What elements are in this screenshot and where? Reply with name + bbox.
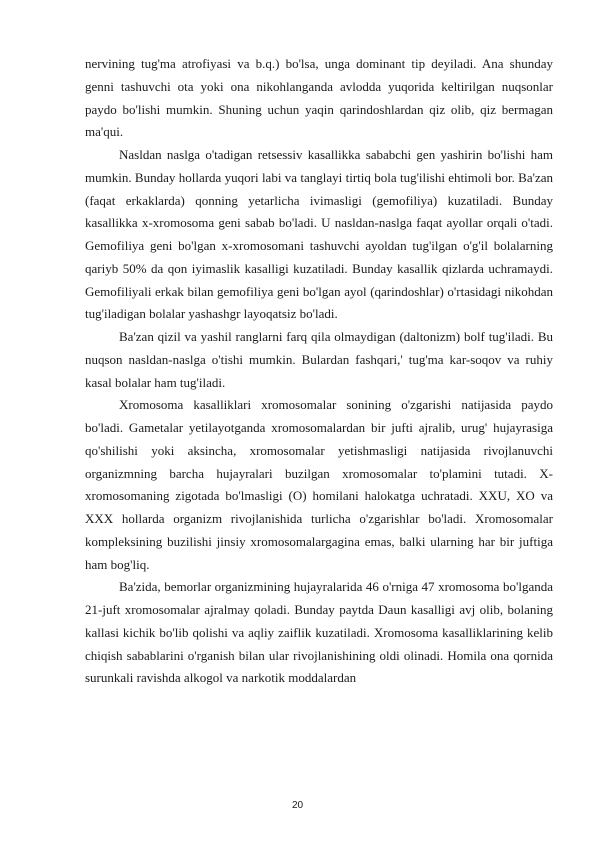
paragraph-daltonism: Ba'zan qizil va yashil ranglarni farq qila olmaydigan (daltonizm) bolf tug'iladi. Bu nuqson nasldan-naslga o'tishi mumkin. Bulardan fashqari,' tug'ma kar-soqov va ruhiy kasal bolalar ham tug'iladi.: [85, 329, 553, 390]
paragraph-down-syndrome: Ba'zida, bemorlar organizmining hujayralarida 46 o'rniga 47 xromosoma bo'lganda 21-juft xromosomalar ajralmay qoladi. Bunday paytda Daun kasalligi avj olib, bolaning kallasi kichik bo'lib qolishi va aqliy zaiflik kuzatiladi. Xromosoma kasalliklarining kelib chiqish sabablarini o'rganish bilan ular rivojlanishining oldi olinadi. Homila ona qornida surunkali ravishda alkogol va narkotik moddalardan: [85, 579, 553, 686]
paragraph-recessive-disease: Nasldan naslga o'tadigan retsessiv kasallikka sababchi gen yashirin bo'lishi ham mumkin. Bunday hollarda yuqori labi va tanglayi tirtiq bola tug'ilishi ehtimoli bor. Ba'zan (faqat erkaklarda) qonning yetarlicha ivimasligi (gemofiliya) kuzatiladi. Bunday kasallikka x-xromosoma geni sabab bo'ladi. U nasldan-naslga faqat ayollar orqali o'tadi. Gemofiliya geni bo'lgan x-xromosomani tashuvchi ayoldan tug'ilgan o'g'il bolalarning qariyb 50% da qon iyimaslik kasalligi kuzatiladi. Bunday kasallik qizlarda uchramaydi. Gemofiliyali erkak bilan gemofiliya geni bo'lgan ayol (qarindoshlar) o'rtasidagi nikohdan tug'iladigan bolalar yashashgr layoqatsiz bo'ladi.: [85, 147, 553, 322]
paragraph-continuation: nervining tug'ma atrofiyasi va b.q.) bo'lsa, unga dominant tip deyiladi. Ana shunday genni tashuvchi ota yoki ona nikohlanganda avlodda yuqorida keltirilgan nuqsonlar paydo bo'lishi mumkin. Shuning uchun yaqin qarindoshlardan qiz olib, qiz bermagan ma'qui.: [85, 56, 553, 140]
paragraph-chromosome-diseases: Xromosoma kasalliklari xromosomalar sonining o'zgarishi natijasida paydo bo'ladi. Gametalar yetilayotganda xromosomalardan bir jufti ajralib, urug' hujayrasiga qo'shilishi yoki aksincha, xromosomalar yetishmasligi natijasida rivojlanuvchi organizmning barcha hujayralari buzilgan xromosomalar to'plamini tutadi. X-xromosomaning zigotada bo'lmasligi (O) homilani halokatga uchratadi. XXU, XO va XXX hollarda organizm rivojlanishida turlicha o'zgarishlar bo'ladi. Xromosomalar kompleksining buzilishi jinsiy xromosomalargagina emas, balki ularning har bir juftiga ham bog'liq.: [85, 397, 553, 572]
page-number: 20: [291, 800, 304, 811]
body-text: [85, 53, 553, 690]
